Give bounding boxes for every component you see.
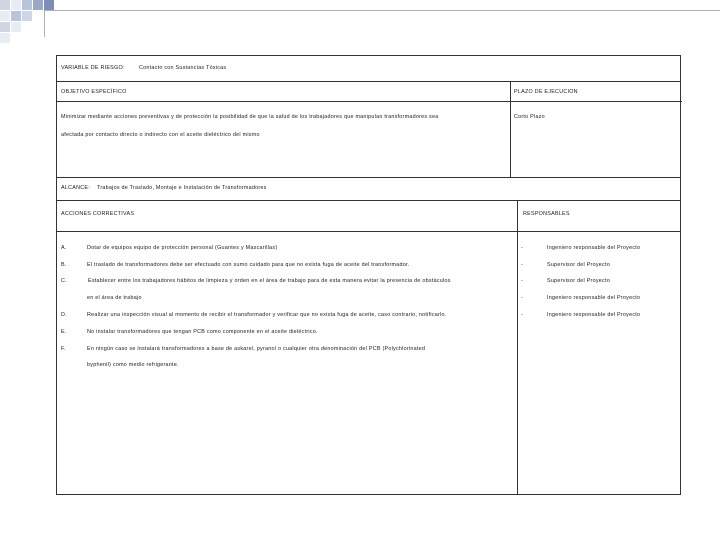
responsables-header: RESPONSABLES: [523, 211, 570, 217]
objetivo-text-line1: Minimizar mediante acciones preventivas y de protección la posibilidad de que la salud de los trabajadores que manipulan transformadores sea: [61, 114, 439, 120]
plazo-header: PLAZO DE EJECUCION: [514, 89, 578, 95]
accion-text-continuation: en el área de trabajo: [87, 295, 142, 301]
accion-text: Realizar una inspección visual al momento de recibir el transformador y verificar que no exista fuga de aceite, caso contrario, notificarlo.: [87, 312, 447, 318]
responsable-text: Ingeniero responsable del Proyecto: [547, 295, 641, 301]
alcance-value: Trabajos de Traslado, Montaje e Instalación de Transformadores: [97, 185, 267, 191]
responsables-separator: [517, 201, 518, 495]
responsable-bullet: -: [521, 278, 524, 284]
variable-label: VARIABLE DE RIESGO:: [61, 65, 125, 71]
responsable-bullet: -: [521, 245, 524, 251]
accion-text: Dotar de equipos equipo de protección personal (Guantes y Mascarillas): [87, 245, 278, 251]
decorative-line-vertical: [44, 10, 45, 37]
accion-letter: F.: [61, 346, 66, 352]
responsable-text: Ingeniero responsable del Proyecto: [547, 312, 641, 318]
plazo-value: Corto Plazo: [514, 114, 545, 120]
accion-text-continuation: byphenil) como medio refrigerante.: [87, 362, 179, 368]
plazo-divider: [510, 101, 682, 102]
objetivo-text-line2: afectada por contacto directo o indirecto con el aceite dieléctrico del mismo: [61, 132, 260, 138]
decorative-line: [44, 10, 720, 11]
variable-value: Contacto con Sustancias Tóxicas: [139, 65, 227, 71]
acciones-header: ACCIONES CORRECTIVAS: [61, 211, 135, 217]
responsable-bullet: -: [521, 312, 524, 318]
accion-text: Establecer entre los trabajadores hábitos de limpieza y orden en el área de trabajo para de esta manera evitar la presencia de obstáculos: [88, 278, 451, 284]
variable-row: [57, 56, 680, 82]
acciones-header-row: [57, 201, 680, 232]
accion-letter: A.: [61, 245, 67, 251]
accion-text: El traslado de transformadores debe ser efectuado con sumo cuidado para que no exista fuga de aceite del transformador.: [87, 262, 410, 268]
plazo-separator: [510, 81, 511, 177]
responsable-bullet: -: [521, 262, 524, 268]
accion-letter: B.: [61, 262, 67, 268]
responsable-text: Supervisor del Proyecto: [547, 262, 610, 268]
accion-letter: E.: [61, 329, 67, 335]
alcance-row: [57, 177, 680, 201]
responsable-bullet: -: [521, 295, 524, 301]
responsable-text: Supervisor del Proyecto: [547, 278, 610, 284]
alcance-label: ALCANCE:: [61, 185, 90, 191]
responsable-text: Ingeniero responsable del Proyecto: [547, 245, 641, 251]
objetivo-header: OBJETIVO ESPECÍFICO: [61, 89, 127, 95]
objetivo-row: [57, 81, 680, 178]
decorative-squares: [0, 0, 60, 40]
objetivo-divider: [57, 101, 510, 102]
accion-text: No instalar transformadores que tengan PCB como componente en el aceite dieléctrico.: [87, 329, 318, 335]
risk-form-table: [56, 55, 681, 495]
accion-letter: D.: [61, 312, 67, 318]
accion-letter: C.: [61, 278, 67, 284]
accion-text: En ningún caso se instalará transformadores a base de askarel, pyranol o cualquier otra denominación del PCB (Polychlorinated: [87, 346, 426, 352]
